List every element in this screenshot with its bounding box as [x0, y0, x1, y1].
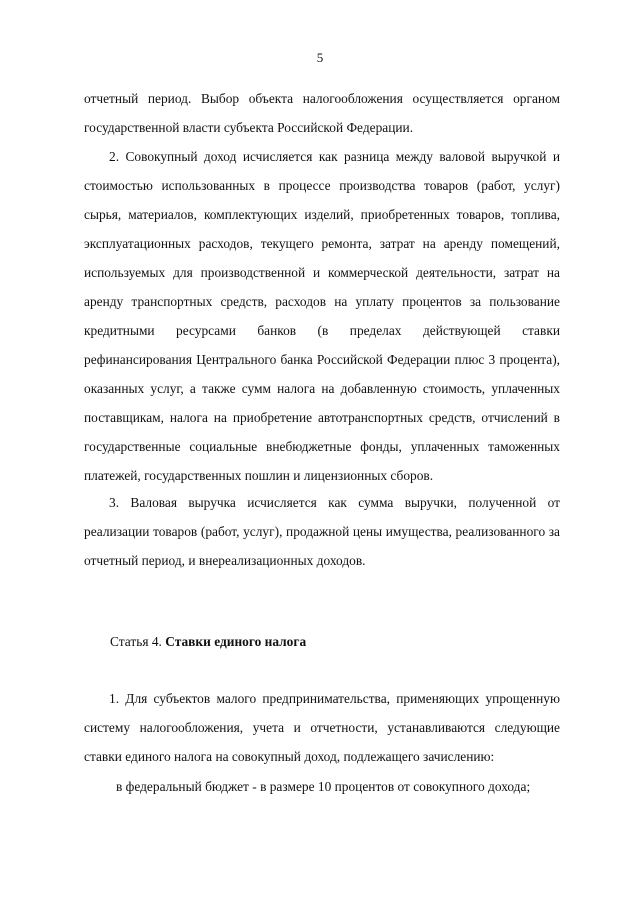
paragraph-text: отчетный период. Выбор объекта налогообложения осуществляется органом государственной власти субъекта Российской Федерации. — [84, 91, 560, 135]
article-paragraph-1 — [84, 684, 560, 771]
paragraph-continuation — [84, 84, 560, 142]
list-item-text: в федеральный бюджет - в размере 10 процентов от совокупного дохода; — [116, 779, 531, 794]
article-title: Ставки единого налога — [165, 634, 307, 649]
paragraph-text: 2. Совокупный доход исчисляется как разница между валовой выручкой и стоимостью использованных в процессе производства товаров (работ, услуг) сырья, материалов, комплектующих изделий, приобретенных товаров, топлива, эксплуатационных расходов, текущего ремонта, затрат на аренду помещений, используемых для производственной и коммерческой деятельности, затрат на аренду транспортных средств, расходов на уплату процентов за пользование кредитными ресурсами банков (в пределах действующей ставки рефинансирования Центрального банка Российской Федерации плюс 3 процента), оказанных услуг, а также сумм налога на добавленную стоимость, уплаченных поставщикам, налога на приобретение автотранспортных средств, отчислений в государственные социальные внебюджетные фонды, уплаченных таможенных платежей, государственных пошлин и лицензионных сборов. — [84, 149, 560, 483]
paragraph-3 — [84, 488, 560, 575]
page-number: 5 — [316, 50, 324, 65]
list-item-federal-budget — [116, 772, 576, 801]
paragraph-2 — [84, 142, 560, 490]
paragraph-text: 1. Для субъектов малого предпринимательства, применяющих упрощенную систему налогообложения, учета и отчетности, устанавливаются следующие ставки единого налога на совокупный доход, подлежащего зачислению: — [84, 691, 560, 764]
article-heading — [110, 632, 306, 652]
paragraph-text: 3. Валовая выручка исчисляется как сумма выручки, полученной от реализации товаров (работ, услуг), продажной цены имущества, реализованного за отчетный период, и внереализационных доходов. — [84, 495, 560, 568]
article-prefix: Статья 4. — [110, 634, 162, 649]
